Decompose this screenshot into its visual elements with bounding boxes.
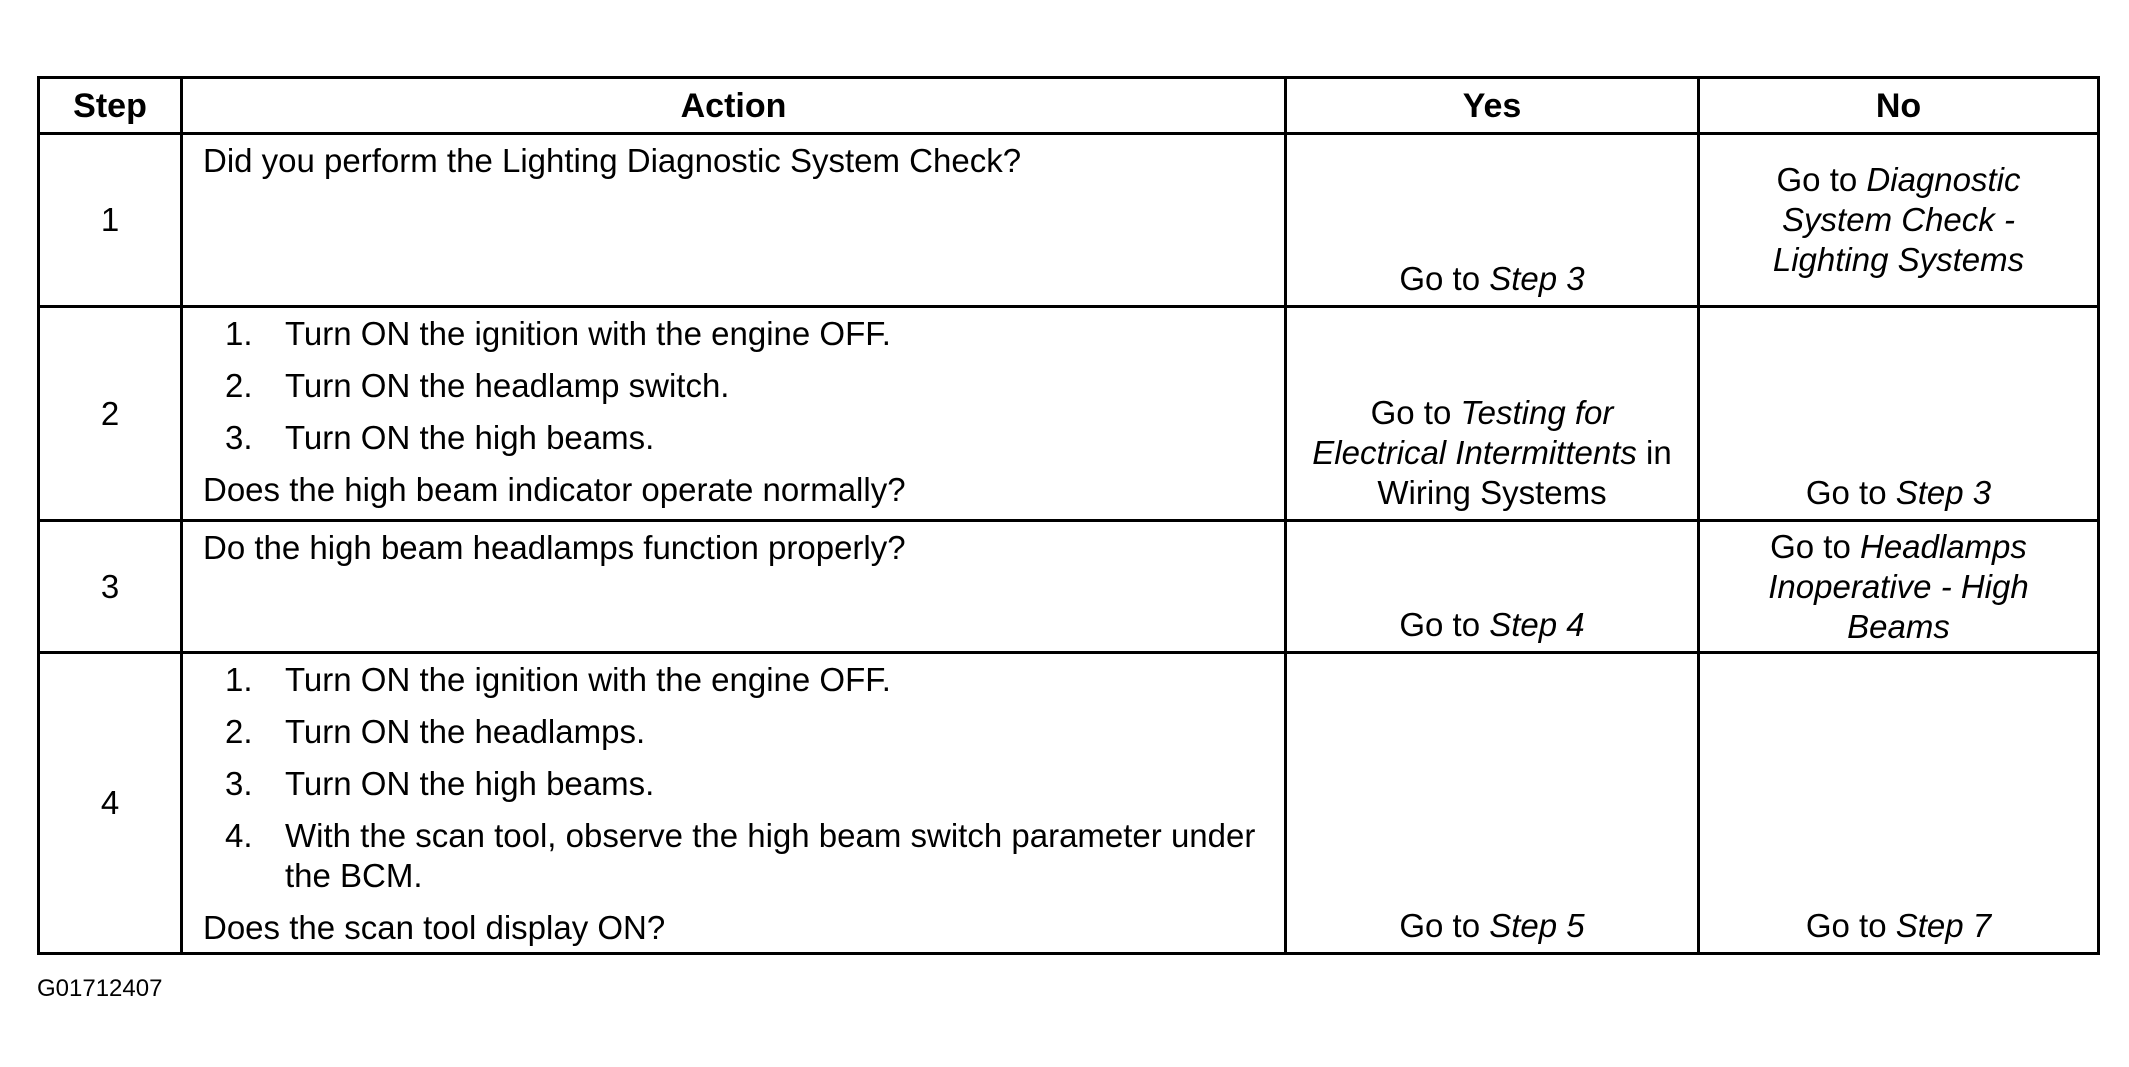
figure-id: G01712407 xyxy=(37,975,163,1002)
no-prefix: Go to xyxy=(1805,907,1896,944)
action-cell xyxy=(182,521,1286,653)
table-row-step-4 xyxy=(39,653,2099,954)
yes-prefix: Go to xyxy=(1399,260,1490,297)
no-prefix: Go to xyxy=(1805,474,1896,511)
step-number: 4 xyxy=(39,653,182,954)
substep-number: 2. xyxy=(225,367,253,404)
substep-number: 1. xyxy=(225,315,253,352)
yes-target-link[interactable]: Step 3 xyxy=(1489,260,1585,297)
action-cell xyxy=(182,307,1286,521)
no-cell xyxy=(1699,653,2099,954)
yes-prefix: Go to xyxy=(1399,606,1490,643)
action-column-header: Action xyxy=(182,78,1286,134)
action-question: Does the high beam indicator operate normally? xyxy=(203,471,906,508)
substep-list xyxy=(203,660,1272,896)
substep-number: 1. xyxy=(225,661,253,698)
no-cell xyxy=(1699,521,2099,653)
action-cell xyxy=(182,134,1286,307)
yes-cell xyxy=(1286,521,1699,653)
substep-number: 2. xyxy=(225,713,253,750)
yes-target-link[interactable]: Step 4 xyxy=(1489,606,1585,643)
step-number: 3 xyxy=(39,521,182,653)
yes-suffix: in Wiring Systems xyxy=(1377,434,1672,511)
yes-cell xyxy=(1286,653,1699,954)
substep-text: Turn ON the headlamp switch. xyxy=(285,367,730,404)
list-item xyxy=(203,712,1272,752)
substep-text: Turn ON the high beams. xyxy=(285,765,655,802)
list-item xyxy=(203,764,1272,804)
no-target-link[interactable]: Step 7 xyxy=(1895,907,1992,944)
substep-text: Turn ON the ignition with the engine OFF. xyxy=(285,315,891,352)
action-question: Did you perform the Lighting Diagnostic System Check? xyxy=(203,142,1022,179)
substep-number: 4. xyxy=(225,817,253,854)
no-target-link[interactable]: Diagnostic System Check - Lighting Systems xyxy=(1772,161,2025,278)
substep-text: With the scan tool, observe the high beam switch parameter under the BCM. xyxy=(285,817,1256,894)
no-cell xyxy=(1699,134,2099,307)
header-row xyxy=(39,78,2099,134)
list-item xyxy=(203,314,1272,354)
list-item xyxy=(203,366,1272,406)
no-column-header: No xyxy=(1699,78,2099,134)
step-number: 2 xyxy=(39,307,182,521)
list-item xyxy=(203,660,1272,700)
substep-text: Turn ON the high beams. xyxy=(285,419,655,456)
substep-number: 3. xyxy=(225,419,253,456)
no-target-link[interactable]: Headlamps Inoperative - High Beams xyxy=(1768,527,2029,645)
yes-target-link[interactable]: Testing for Electrical Intermittents xyxy=(1312,394,1637,471)
step-number: 1 xyxy=(39,134,182,307)
substep-text: Turn ON the ignition with the engine OFF. xyxy=(285,661,891,698)
yes-target-link[interactable]: Step 5 xyxy=(1489,907,1585,944)
action-question: Do the high beam headlamps function properly? xyxy=(203,529,906,566)
diagnostic-table xyxy=(37,76,2100,955)
action-cell xyxy=(182,653,1286,954)
yes-prefix: Go to xyxy=(1370,394,1461,431)
substep-text: Turn ON the headlamps. xyxy=(285,713,646,750)
substep-number: 3. xyxy=(225,765,253,802)
table-row-step-2 xyxy=(39,307,2099,521)
list-item xyxy=(203,816,1272,896)
no-prefix: Go to xyxy=(1770,527,1860,565)
table-row-step-1 xyxy=(39,134,2099,307)
yes-cell xyxy=(1286,307,1699,521)
no-prefix: Go to xyxy=(1776,161,1867,198)
yes-column-header: Yes xyxy=(1286,78,1699,134)
no-cell xyxy=(1699,307,2099,521)
table-row-step-3 xyxy=(39,521,2099,653)
yes-prefix: Go to xyxy=(1399,907,1490,944)
no-target-link[interactable]: Step 3 xyxy=(1895,474,1992,511)
substep-list xyxy=(203,314,1272,458)
step-column-header: Step xyxy=(39,78,182,134)
list-item xyxy=(203,418,1272,458)
action-question: Does the scan tool display ON? xyxy=(203,909,666,946)
yes-cell xyxy=(1286,134,1699,307)
